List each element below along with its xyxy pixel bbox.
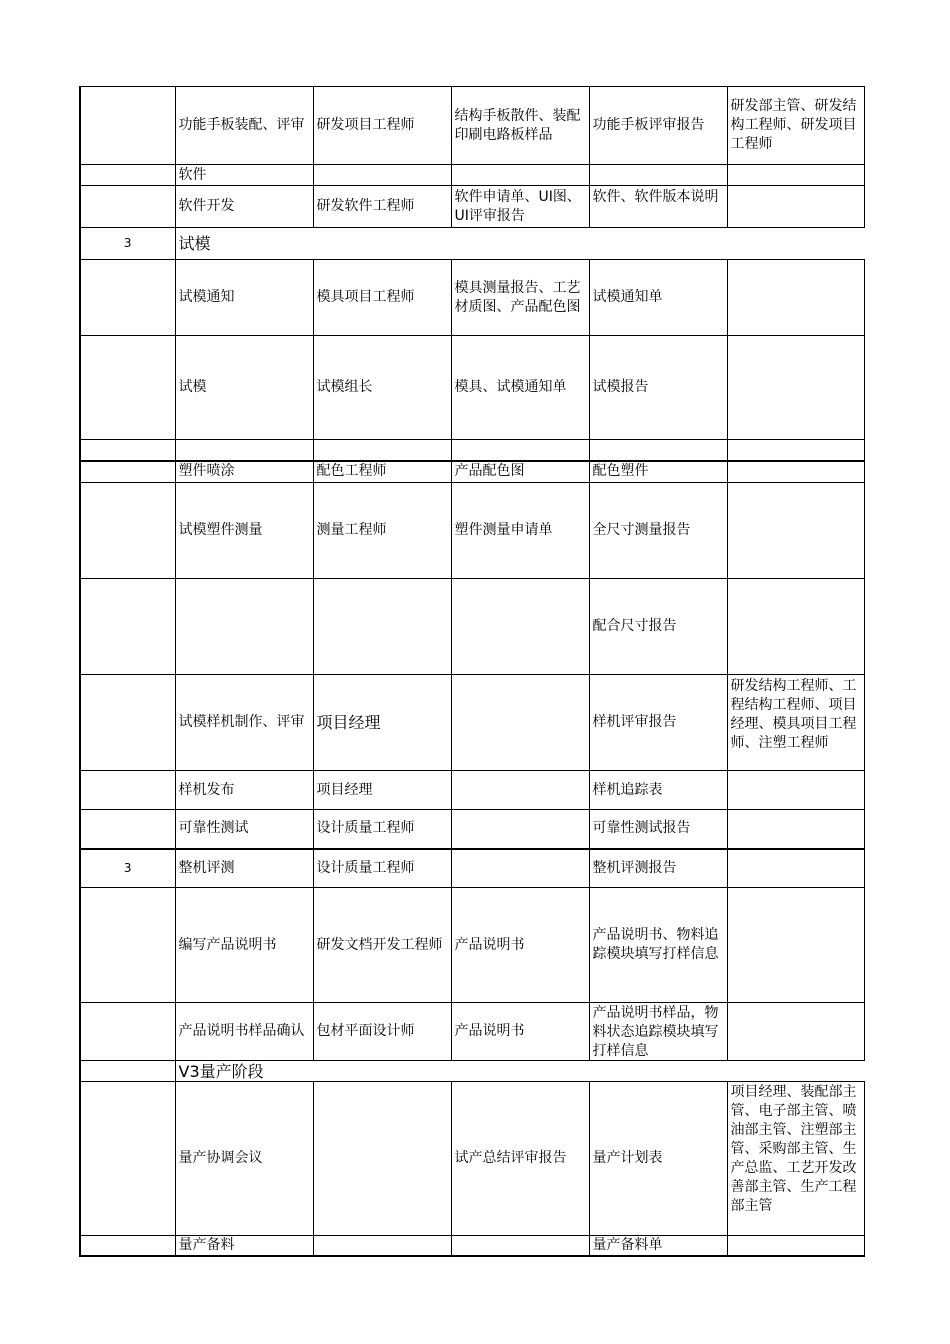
task-cell: 软件开发 <box>175 186 313 228</box>
owner-cell: 项目经理 <box>313 675 451 771</box>
owner-cell: 研发文档开发工程师 <box>313 888 451 1003</box>
task-cell: 试模 <box>175 336 313 440</box>
participants-cell: 研发部主管、研发结构工程师、研发项目工程师 <box>727 87 864 165</box>
owner-cell: 设计质量工程师 <box>313 849 451 888</box>
owner-cell: 设计质量工程师 <box>313 810 451 849</box>
row-number <box>80 1236 175 1257</box>
output-cell: 试模报告 <box>589 336 727 440</box>
output-cell <box>589 440 727 461</box>
table-row <box>80 440 864 461</box>
output-cell: 试模通知单 <box>589 260 727 336</box>
input-cell <box>451 440 589 461</box>
participants-cell <box>727 461 864 483</box>
row-number <box>80 579 175 675</box>
output-cell: 样机追踪表 <box>589 771 727 810</box>
owner-cell: 试模组长 <box>313 336 451 440</box>
participants-text: 项目经理、装配部主管、电子部主管、喷油部主管、注塑部主管、采购部主管、生产总监、工艺开发改善部主管、生产工程部主管 <box>730 1083 857 1214</box>
participants-cell <box>727 1082 864 1236</box>
task-cell: 量产协调会议 <box>175 1082 313 1236</box>
row-number <box>80 888 175 1003</box>
task-cell: 产品说明书样品确认 <box>175 1003 313 1061</box>
task-cell: 软件 <box>175 165 313 186</box>
owner-cell <box>313 165 451 186</box>
task-cell: 试模通知 <box>175 260 313 336</box>
owner-cell: 包材平面设计师 <box>313 1003 451 1061</box>
task-cell <box>175 579 313 675</box>
table-row <box>80 849 864 888</box>
participants-cell <box>727 771 864 810</box>
process-table <box>79 86 865 1257</box>
task-cell: 编写产品说明书 <box>175 888 313 1003</box>
output-cell: 量产备料单 <box>589 1236 727 1257</box>
row-number <box>80 186 175 228</box>
owner-cell: 配色工程师 <box>313 461 451 483</box>
row-number <box>80 260 175 336</box>
participants-cell <box>727 260 864 336</box>
output-cell: 产品说明书、物料追踪模块填写打样信息 <box>589 888 727 1003</box>
owner-cell <box>313 1236 451 1257</box>
input-cell: 产品说明书 <box>451 1003 589 1061</box>
row-number <box>80 461 175 483</box>
row-number <box>80 810 175 849</box>
input-cell: 结构手板散件、装配印刷电路板样品 <box>451 87 589 165</box>
table-row <box>80 186 864 228</box>
input-cell <box>451 771 589 810</box>
input-cell: 模具测量报告、工艺材质图、产品配色图 <box>451 260 589 336</box>
row-number <box>80 336 175 440</box>
participants-cell <box>727 1003 864 1061</box>
row-number <box>80 483 175 579</box>
table-row <box>80 461 864 483</box>
output-cell: 可靠性测试报告 <box>589 810 727 849</box>
table-row <box>80 165 864 186</box>
output-cell <box>589 165 727 186</box>
participants-cell <box>727 186 864 228</box>
table-row <box>80 336 864 440</box>
owner-cell: 项目经理 <box>313 771 451 810</box>
task-cell: 功能手板装配、评审 <box>175 87 313 165</box>
output-cell: 整机评测报告 <box>589 849 727 888</box>
row-number: 3 <box>80 849 175 888</box>
participants-cell <box>727 888 864 1003</box>
participants-cell <box>727 579 864 675</box>
input-cell: 模具、试模通知单 <box>451 336 589 440</box>
row-number <box>80 771 175 810</box>
participants-cell <box>727 849 864 888</box>
owner-cell: 测量工程师 <box>313 483 451 579</box>
output-cell <box>589 186 727 228</box>
table-row <box>80 87 864 165</box>
owner-cell: 模具项目工程师 <box>313 260 451 336</box>
input-text: 软件申请单、UI图、UI评审报告 <box>454 188 581 224</box>
owner-cell <box>313 1082 451 1236</box>
task-cell: 样机发布 <box>175 771 313 810</box>
input-cell <box>451 579 589 675</box>
row-number: 3 <box>80 228 175 260</box>
table-row <box>80 675 864 771</box>
participants-cell <box>727 165 864 186</box>
output-cell: 配合尺寸报告 <box>589 579 727 675</box>
participants-cell <box>727 336 864 440</box>
owner-cell: 研发项目工程师 <box>313 87 451 165</box>
task-cell <box>175 440 313 461</box>
input-cell <box>451 1236 589 1257</box>
task-cell: 塑件喷涂 <box>175 461 313 483</box>
row-number <box>80 87 175 165</box>
row-number <box>80 1003 175 1061</box>
table-row <box>80 888 864 1003</box>
output-cell: 配色塑件 <box>589 461 727 483</box>
row-number <box>80 165 175 186</box>
output-text: 产品说明书样品，物料状态追踪模块填写打样信息 <box>592 1004 719 1059</box>
task-cell: 试模塑件测量 <box>175 483 313 579</box>
table-row <box>80 771 864 810</box>
table-row <box>80 1003 864 1061</box>
input-cell <box>451 810 589 849</box>
table-row <box>80 483 864 579</box>
row-number <box>80 1082 175 1236</box>
participants-cell <box>727 675 864 771</box>
participants-cell <box>727 440 864 461</box>
input-cell <box>451 849 589 888</box>
input-cell: 试产总结评审报告 <box>451 1082 589 1236</box>
participants-cell <box>727 483 864 579</box>
input-cell: 产品说明书 <box>451 888 589 1003</box>
output-text: 软件、软件版本说明 <box>592 188 719 205</box>
owner-cell: 研发软件工程师 <box>313 186 451 228</box>
input-cell <box>451 165 589 186</box>
input-cell: 塑件测量申请单 <box>451 483 589 579</box>
output-cell: 功能手板评审报告 <box>589 87 727 165</box>
section-title: 试模 <box>175 228 864 260</box>
task-cell: 量产备料 <box>175 1236 313 1257</box>
section-row <box>80 228 864 260</box>
input-cell <box>451 675 589 771</box>
input-cell: 产品配色图 <box>451 461 589 483</box>
row-number <box>80 675 175 771</box>
table-row <box>80 810 864 849</box>
section-row <box>80 1061 864 1082</box>
table-row <box>80 579 864 675</box>
row-number <box>80 440 175 461</box>
table-row <box>80 260 864 336</box>
participants-cell <box>727 1236 864 1257</box>
output-cell: 量产计划表 <box>589 1082 727 1236</box>
output-cell <box>589 1003 727 1061</box>
task-cell: 试模样机制作、评审 <box>175 675 313 771</box>
participants-text: 研发结构工程师、工程结构工程师、项目经理、模具项目工程师、注塑工程师 <box>730 677 857 751</box>
owner-cell <box>313 440 451 461</box>
input-cell <box>451 186 589 228</box>
output-cell: 样机评审报告 <box>589 675 727 771</box>
section-title: V3量产阶段 <box>175 1061 864 1082</box>
task-cell: 整机评测 <box>175 849 313 888</box>
task-cell: 可靠性测试 <box>175 810 313 849</box>
row-number <box>80 1061 175 1082</box>
owner-cell <box>313 579 451 675</box>
participants-cell <box>727 810 864 849</box>
table-row <box>80 1236 864 1257</box>
table-row <box>80 1082 864 1236</box>
output-cell: 全尺寸测量报告 <box>589 483 727 579</box>
